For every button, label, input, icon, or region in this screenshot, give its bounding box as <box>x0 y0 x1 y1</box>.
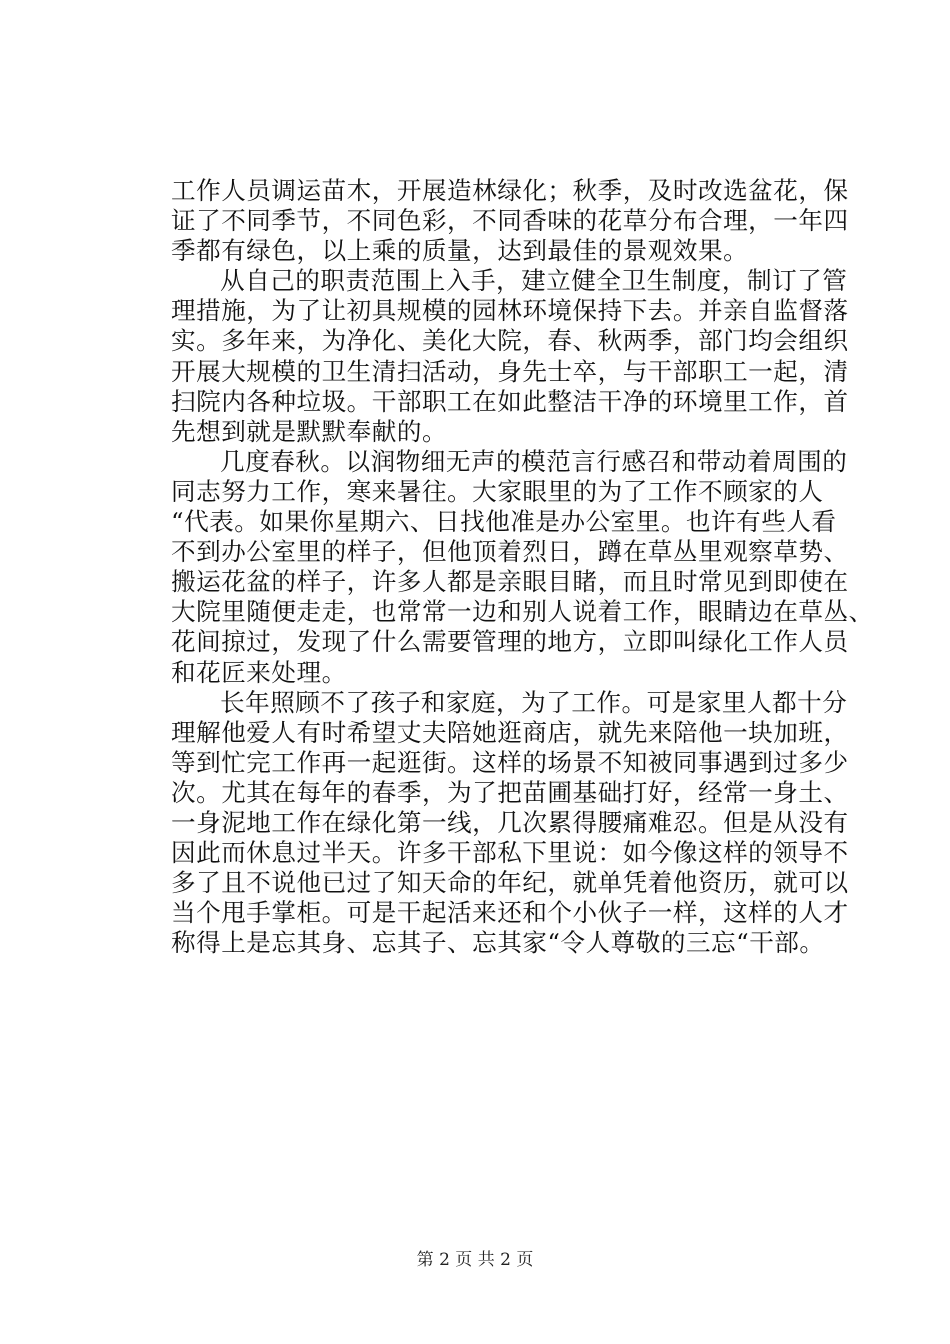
text-line: 长年照顾不了孩子和家庭，为了工作。可是家里人都十分 <box>220 687 848 717</box>
text-line: 工作人员调运苗木，开展造林绿化；秋季，及时改选盆花，保 <box>171 176 849 205</box>
text-line: 季都有绿色，以上乘的质量，达到最佳的景观效果。 <box>171 236 749 266</box>
text-line: 理措施，为了让初具规模的园林环境保持下去。并亲自监督落 <box>171 296 849 326</box>
text-line: 证了不同季节，不同色彩，不同香味的花草分布合理，一年四 <box>171 206 849 236</box>
text-line: 几度春秋。以润物细无声的模范言行感召和带动着周围的 <box>220 446 848 476</box>
text-line: “代表。如果你星期六、日找他准是办公室里。也许有些人看 <box>171 507 837 537</box>
text-line: 因此而休息过半天。许多干部私下里说：如今像这样的领导不 <box>171 838 849 868</box>
text-line: 称得上是忘其身、忘其子、忘其家“令人尊敬的三忘“干部。 <box>171 928 825 958</box>
text-line: 和花匠来处理。 <box>171 657 347 687</box>
text-line: 不到办公室里的样子，但他顶着烈日，蹲在草丛里观察草势、 <box>171 537 849 567</box>
paragraph-1 <box>171 176 849 266</box>
text-line: 从自己的职责范围上入手，建立健全卫生制度，制订了管 <box>220 266 848 296</box>
text-line: 同志努力工作，寒来暑往。大家眼里的为了工作不顾家的人 <box>171 476 824 506</box>
paragraph-3 <box>171 446 874 688</box>
text-line: 多了且不说他已过了知天命的年纪，就单凭着他资历，就可以 <box>171 868 849 898</box>
text-line: 实。多年来，为净化、美化大院，春、秋两季，部门均会组织 <box>171 326 849 356</box>
text-line: 一身泥地工作在绿化第一线，几次累得腰痛难忍。但是从没有 <box>171 807 849 837</box>
text-line: 花间掠过，发现了什么需要管理的地方，立即叫绿化工作人员 <box>171 627 849 657</box>
text-line: 扫院内各种垃圾。干部职工在如此整洁干净的环境里工作，首 <box>171 386 849 416</box>
text-line: 理解他爱人有时希望丈夫陪她逛商店，就先来陪他一块加班， <box>171 717 849 747</box>
text-line: 等到忙完工作再一起逛街。这样的场景不知被同事遇到过多少 <box>171 747 849 777</box>
text-line: 开展大规模的卫生清扫活动，身先士卒，与干部职工一起，清 <box>171 356 849 386</box>
document-body <box>171 176 874 958</box>
text-line: 先想到就是默默奉献的。 <box>171 416 448 446</box>
text-line: 当个甩手掌柜。可是干起活来还和个小伙子一样，这样的人才 <box>171 898 849 928</box>
paragraph-4 <box>171 687 849 959</box>
paragraph-2 <box>171 266 849 447</box>
page-number-footer: 第 2 页 共 2 页 <box>416 1250 534 1270</box>
text-line: 搬运花盆的样子，许多人都是亲眼目睹，而且时常见到即使在 <box>171 567 849 597</box>
text-line: 次。尤其在每年的春季，为了把苗圃基础打好，经常一身土、 <box>171 777 849 807</box>
text-line: 大院里随便走走，也常常一边和别人说着工作，眼睛边在草丛、 <box>171 597 874 627</box>
